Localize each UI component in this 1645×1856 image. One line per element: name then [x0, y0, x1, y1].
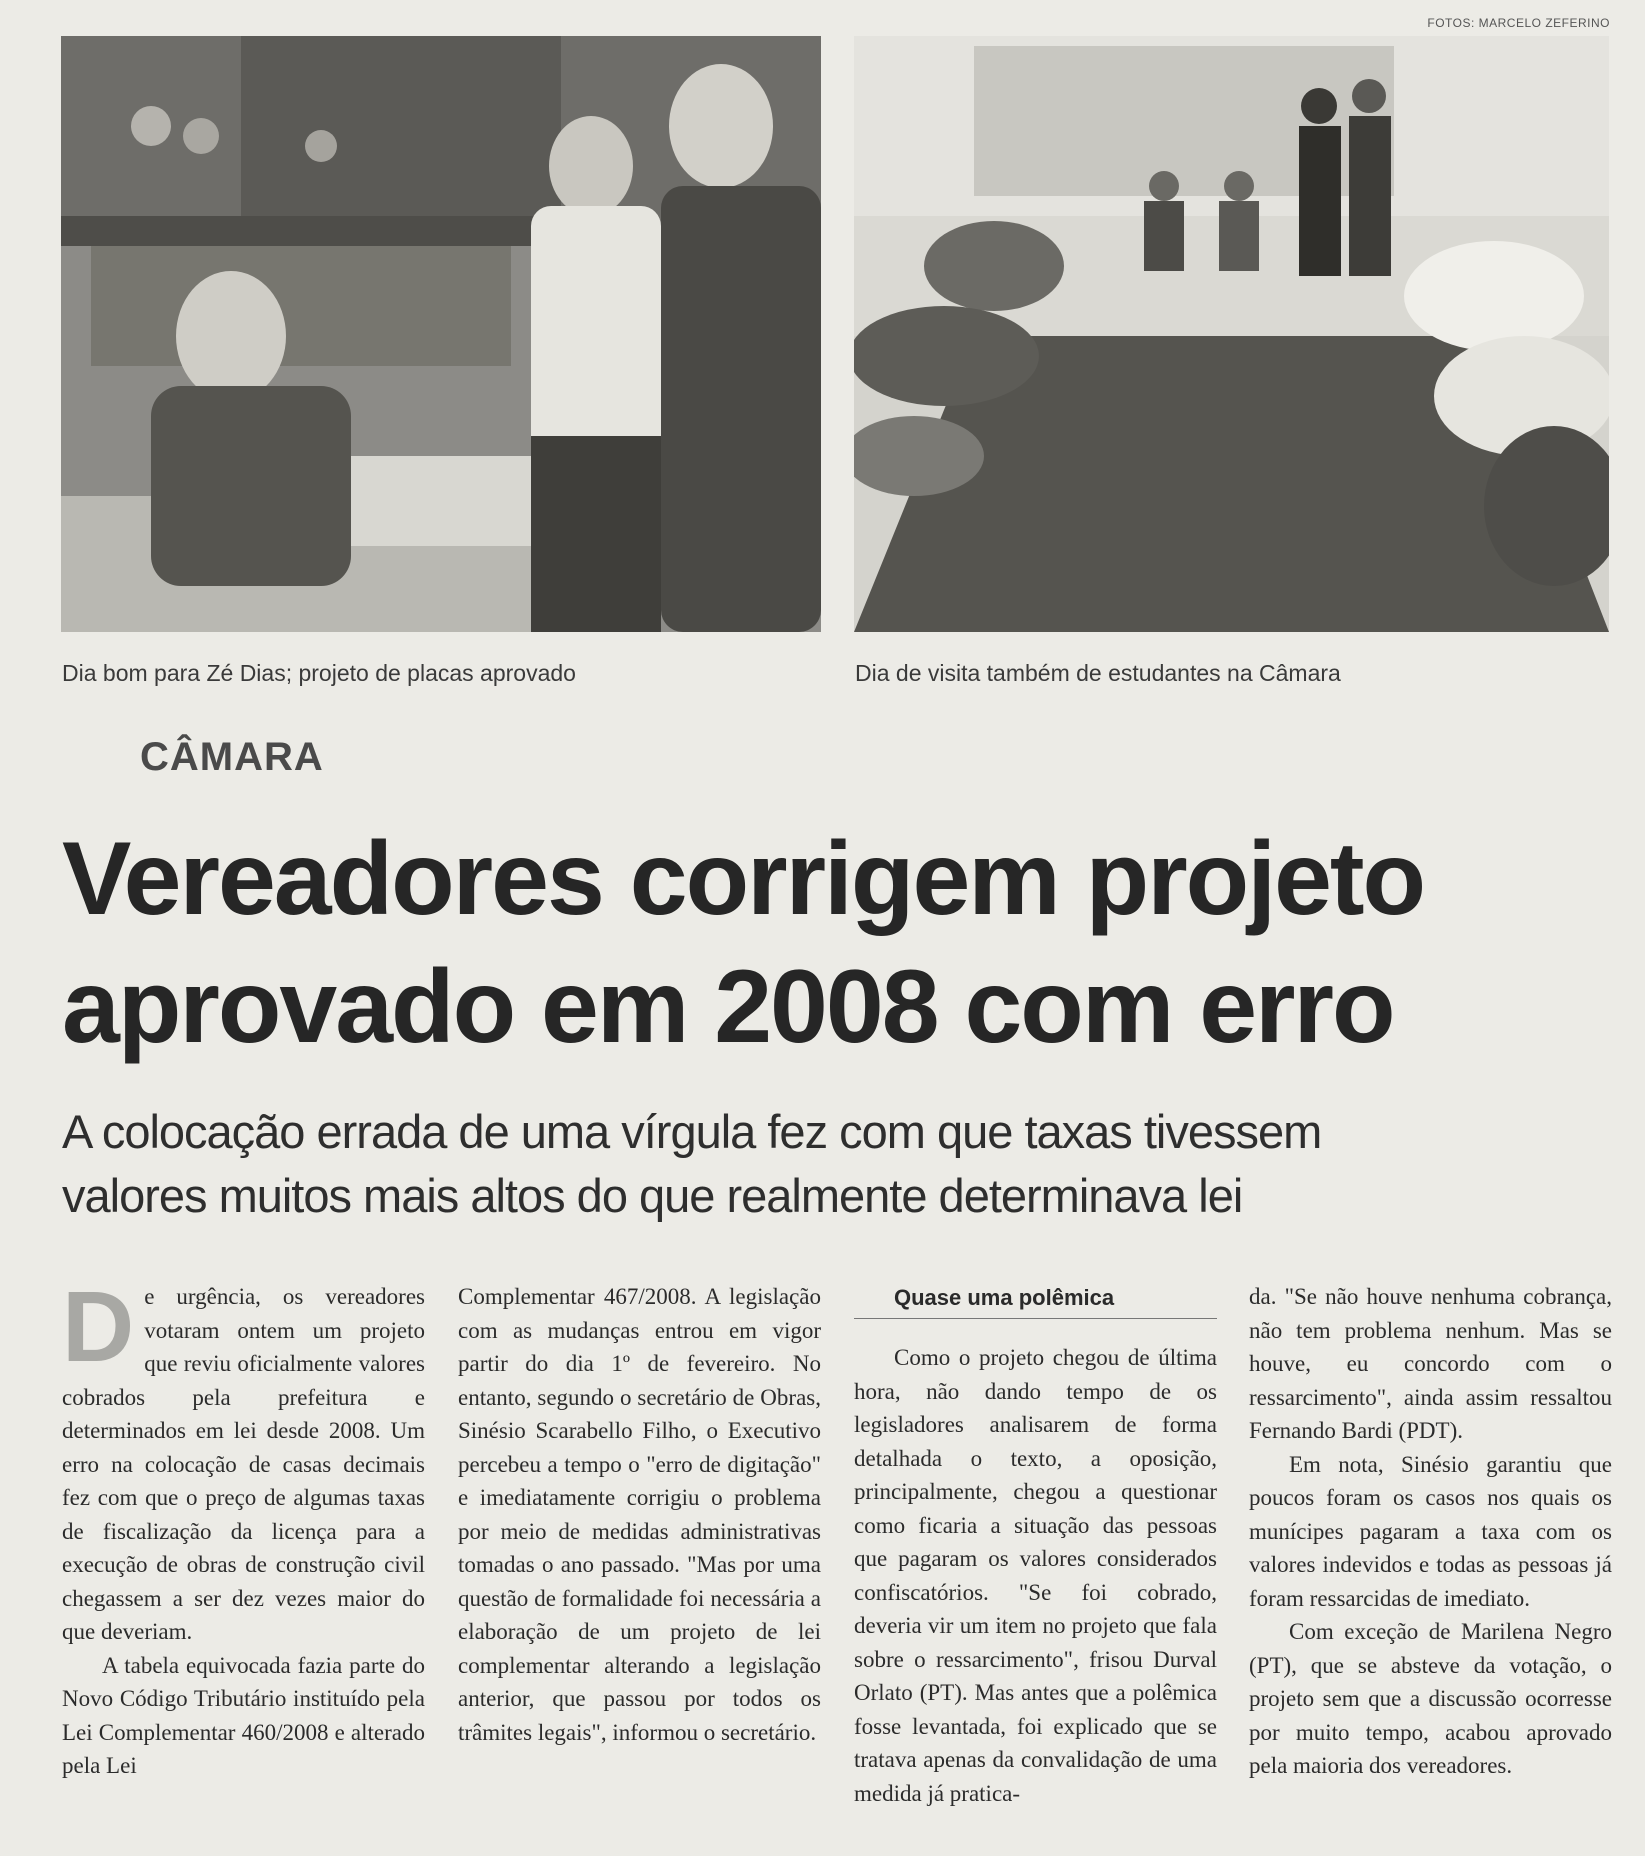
article-paragraph: da. "Se não houve nenhuma cobrança, não tem problema nenhum. Mas se houve, eu concordo com o ressarcimento", ainda assim ressaltou Fernando Bardi (PDT).: [1249, 1284, 1612, 1443]
photo-student-visit-image: [854, 36, 1609, 632]
article-paragraph: A tabela equivocada fazia parte do Novo Código Tributário instituído pela Lei Complementar 460/2008 e alterado pela Lei: [62, 1652, 425, 1778]
photo-credit: FOTOS: MARCELO ZEFERINO: [1427, 16, 1610, 30]
photo-student-visit: [854, 36, 1609, 632]
photo-caption-left: Dia bom para Zé Dias; projeto de placas aprovado: [62, 660, 576, 686]
article-column-4: [1249, 1280, 1612, 1783]
article-subtitle: Quase uma polêmica: [854, 1280, 1217, 1319]
article-paragraph: Em nota, Sinésio garantiu que poucos foram os casos nos quais os munícipes pagaram a taxa com os valores indevidos e todas as pessoas já foram ressarcidas de imediato.: [1249, 1451, 1612, 1611]
photo-council-session-image: [61, 36, 821, 632]
subheadline: A colocação errada de uma vírgula fez com que taxas tivessem valores muitos mais altos do que realmente determinava lei: [62, 1105, 1322, 1222]
article-paragraph: Complementar 467/2008. A legislação com as mudanças entrou em vigor partir do dia 1º de fevereiro. No entanto, segundo o secretário de Obras, Sinésio Scarabello Filho, o Executivo percebeu a tempo o "erro de digitação" e imediatamente corrigiu o problema por meio de medidas administrativas tomadas o ano passado. "Mas por uma questão de formalidade foi necessária a elaboração de um projeto de lei complementar alterando a legislação anterior, que passou por todos os trâmites legais", informou o secretário.: [458, 1284, 821, 1745]
drop-cap: D: [62, 1271, 135, 1383]
article-paragraph: Com exceção de Marilena Negro (PT), que se absteve da votação, o projeto sem que a discussão ocorresse por muito tempo, acabou aprovado pela maioria dos vereadores.: [1249, 1619, 1612, 1778]
headline: Vereadores corrigem projeto aprovado em 2008 com erro: [62, 821, 1425, 1065]
section-label: CÂMARA: [140, 735, 324, 779]
article-paragraph-text: e urgência, os vereadores votaram ontem um projeto que reviu oficialmente valores cobrados pela prefeitura e determinados em lei desde 2008. Um erro na colocação de casas decimais fez com que o preço de algumas taxas de fiscalização da licença para a execução de obras de construção civil chegassem a ser dez vezes maior do que deveriam.: [62, 1284, 425, 1644]
article-paragraph: Como o projeto chegou de última hora, não dando tempo de os legisladores analisarem de forma detalhada o texto, a oposição, principalmente, chegou a questionar como ficaria a situação das pessoas que pagaram os valores considerados confiscatórios. "Se foi cobrado, deveria vir um item no projeto que fala sobre o ressarcimento", frisou Durval Orlato (PT). Mas antes que a polêmica fosse levantada, foi explicado que se tratava apenas da convalidação de uma medida já pratica-: [854, 1345, 1217, 1806]
article-column-1: [62, 1271, 425, 1783]
article-column-3: [854, 1280, 1217, 1810]
photo-caption-right: Dia de visita também de estudantes na Câmara: [855, 660, 1341, 686]
photo-council-session: [61, 36, 821, 632]
article-column-2: [458, 1280, 821, 1749]
article-paragraph: [62, 1271, 425, 1649]
